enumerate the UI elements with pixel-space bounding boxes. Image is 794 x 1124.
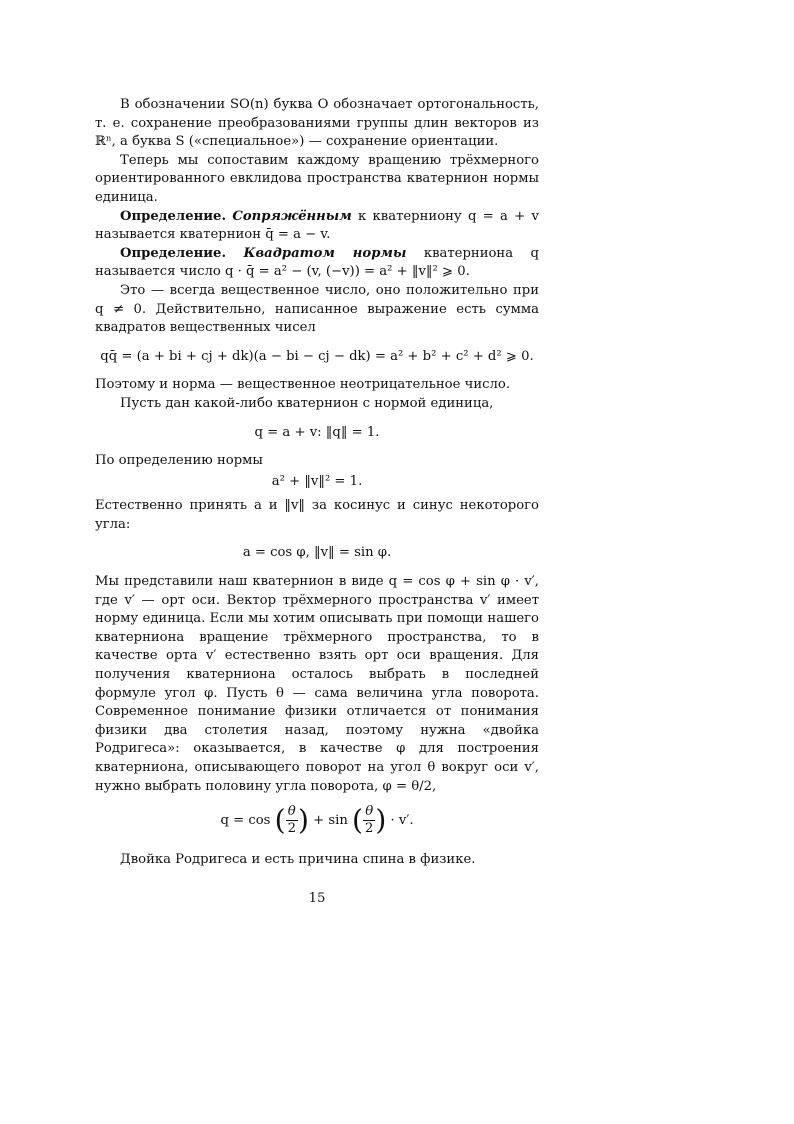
formula-half-angle-rhs: · v′.	[386, 813, 414, 829]
definition-text-norm-square: кватерниона q называется число q · q̄ = a² − (v, (−v)) = a² + ‖v‖² ⩾ 0.	[95, 245, 539, 280]
formula-sum-of-squares: qq̄ = (a + bi + cj + dk)(a − bi − cj − dk) = a² + b² + c² + d² ⩾ 0.	[100, 348, 534, 364]
formula-unit-norm: q = a + v: ‖q‖ = 1.	[254, 424, 380, 440]
formula-half-angle	[95, 804, 539, 837]
paren-open: (	[352, 803, 363, 837]
fraction-denominator: 2	[364, 821, 374, 837]
fraction-denominator: 2	[287, 821, 296, 837]
paragraph-rotation-quaternion: Теперь мы сопоставим каждому вращению трёхмерного ориентированного евклидова пространства кватернион нормы единица.	[95, 152, 539, 205]
paragraph-norm-nonnegative: Поэтому и норма — вещественное неотрицательное число.	[95, 377, 511, 393]
paragraph-by-definition: По определению нормы	[95, 453, 263, 469]
definition-term-conjugate: Сопряжённым	[232, 208, 352, 224]
formula-half-angle-mid: + sin	[313, 813, 348, 829]
formula-half-angle-lhs: q = cos	[220, 813, 271, 829]
formula-norm-identity: a² + ‖v‖² = 1.	[271, 473, 363, 489]
page-number: 15	[308, 890, 326, 906]
fraction-numerator: θ	[363, 804, 375, 821]
paren-open: (	[274, 803, 286, 837]
definition-label: Определение.	[120, 208, 227, 224]
fraction-theta-over-two	[286, 804, 298, 837]
paragraph-cos-sin: Естественно принять a и ‖v‖ за косинус и синус некоторого угла:	[95, 498, 539, 532]
definition-term-norm-square: Квадратом нормы	[243, 245, 407, 261]
definition-label: Определение.	[120, 245, 227, 261]
fraction-numerator: θ	[286, 804, 298, 821]
paragraph-spin: Двойка Родригеса и есть причина спина в физике.	[120, 852, 476, 868]
paren-close: )	[375, 803, 387, 837]
paragraph-unit-quaternion: Пусть дан какой-либо кватернион с нормой единица,	[120, 395, 494, 411]
formula-angle: a = cos φ, ‖v‖ = sin φ.	[242, 545, 392, 561]
paragraph-rodrigues: Мы представили наш кватернион в виде q = cos φ + sin φ · v′, где v′ — орт оси. Вектор трёхмерного пространства v′ имеет норму единица. Если мы хотим описывать при помощи нашего кватерниона вращение трёхмерного пространства, то в качестве орта v′ естественно взять орт оси вращения. Для получения кватерниона осталось выбрать в последней формуле угол φ. Пусть θ — сама величина угла поворота. Современное понимание физики отличается от понимания физики два столетия назад, поэтому нужна «двойка Родригеса»: оказывается, в качестве φ для построения кватерниона, описывающего поворот на угол θ вокруг оси v′, нужно выбрать половину угла поворота, φ = θ/2,	[95, 574, 539, 794]
paragraph-real-number: Это — всегда вещественное число, оно положительно при q ≠ 0. Действительно, написанное выражение есть сумма квадратов вещественных чисел	[95, 282, 539, 336]
paren-close: )	[297, 803, 309, 837]
definition-norm-square	[95, 245, 539, 282]
definition-conjugate	[95, 208, 539, 245]
definition-text-conjugate: к кватерниону q = a + v называется кватернион q̄ = a − v.	[95, 208, 539, 243]
page-body	[95, 96, 539, 908]
paragraph-so-n: В обозначении SO(n) буква O обозначает ортогональность, т. е. сохранение преобразованиями группы длин векторов из ℝⁿ, а буква S («специальное») — сохранение ориентации.	[95, 97, 539, 150]
fraction-theta-over-two	[363, 804, 375, 837]
